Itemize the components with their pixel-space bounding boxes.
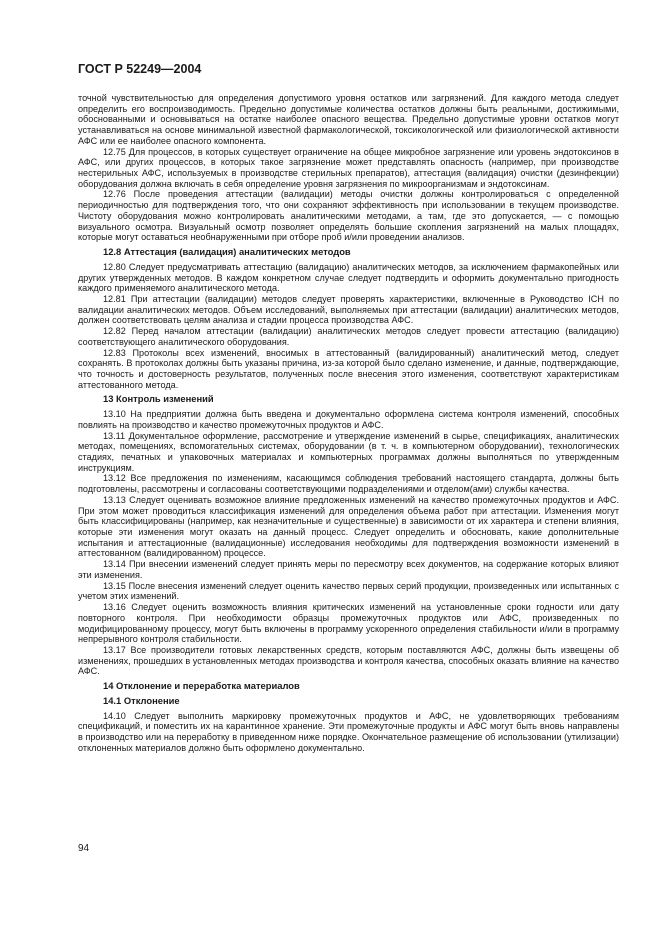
paragraph-12-82: 12.82 Перед началом аттестации (валидации) аналитических методов следует провести аттестацию (валидацию) соответствующего аналитического оборудования. bbox=[78, 326, 619, 347]
paragraph: точной чувствительностью для определения допустимого уровня остатков или загрязнений. Для каждого метода следует определить его воспроизводимость. Предельно допустимые количества остатков должны быть реальными, достижимыми, обоснованными и основываться на остатке наиболее опасного вещества. Предельно допустимые уровни остатков могут устанавливаться на основе минимальной известной фармакологической, токсикологической или физиологической активности АФС или ее наиболее опасного компонента. bbox=[78, 93, 619, 146]
page-header-title: ГОСТ Р 52249—2004 bbox=[78, 62, 202, 76]
paragraph-12-80: 12.80 Следует предусматривать аттестацию (валидацию) аналитических методов, за исключением фармакопейных или других утвержденных методов. В каждом конкретном случае следует подтвердить и оформить документально пригодность каждого применяемого аналитического метода. bbox=[78, 261, 619, 294]
paragraph-13-16: 13.16 Следует оценить возможность влияния критических изменений на установленные сроки годности или дату повторного контроля. При необходимости образцы промежуточных продуктов или АФС, произведенных по модифицированному процессу, могут быть включены в программу ускоренного определения стабильности и/или в программу непрерывного контроля стабильности. bbox=[78, 602, 619, 645]
section-heading-12-8: 12.8 Аттестация (валидация) аналитических методов bbox=[103, 246, 351, 258]
paragraph-13-15: 13.15 После внесения изменений следует оценить качество первых серий продукции, произведенных или испытанных с учетом этих изменений. bbox=[78, 580, 619, 602]
paragraph-12-76: 12.76 После проведения аттестации (валидации) методы очистки должны контролироваться с определенной периодичностью для подтверждения того, что они сохраняют эффективность при использовании в текущем производстве. Чистоту оборудования можно контролировать аналитическими методами, а там, где это допускается, — с помощью визуального осмотра. Визуальный осмотр позволяет определять большие скопления загрязнений на малых площадях, которые могут оставаться необнаруженными при отборе проб и/или проведении анализов. bbox=[78, 189, 619, 243]
paragraph-13-13: 13.13 Следует оценивать возможное влияние предложенных изменений на качество промежуточных продуктов и АФС. При этом может проводиться классификация изменений для определения объема работ при аттестации. Изменения могут быть классифицированы (например, как незначительные и существенные) в зависимости от их характера и степени влияния, которые эти изменения могут оказать на данный процесс. Следует определить и обосновать, какие дополнительные испытания и аттестационные (валидационные) исследования необходимы для подтверждения возможности изменений в аттестованном (валидированном) процессе. bbox=[78, 494, 619, 559]
document-body bbox=[78, 93, 619, 753]
paragraph-13-11: 13.11 Документальное оформление, рассмотрение и утверждение изменений в сырье, спецификациях, аналитических методах, помещениях, вспомогательных системах, оборудовании (в т. ч. в компьютерном оборудовании), технологических стадиях, печатных и упаковочных материалах и компьютерных программах должны выполняться по утвержденным инструкциям. bbox=[78, 430, 619, 473]
section-heading-14: 14 Отклонение и переработка материалов bbox=[103, 680, 300, 692]
paragraph-13-17: 13.17 Все производители готовых лекарственных средств, которым поставляются АФС, должны быть извещены об изменениях, прошедших в установленных методах производства и контроля качества, способных оказать влияние на качество АФС. bbox=[78, 644, 619, 677]
paragraph-14-10: 14.10 Следует выполнить маркировку промежуточных продуктов и АФС, не удовлетворяющих требованиям спецификаций, и поместить их на карантинное хранение. Эти промежуточные продукты и АФС могут быть вновь направлены в производство или на переработку в приведенном ниже порядке. Окончательное размещение об использовании (утилизации) отклоненных материалов должно быть оформлено документально. bbox=[78, 710, 619, 753]
section-heading-13: 13 Контроль изменений bbox=[103, 393, 214, 405]
paragraph-13-10: 13.10 На предприятии должна быть введена и документально оформлена система контроля изменений, способных повлиять на производство и качество промежуточных продуктов и АФС. bbox=[78, 409, 619, 430]
page-number: 94 bbox=[78, 843, 90, 854]
section-heading-14-1: 14.1 Отклонение bbox=[103, 694, 180, 706]
paragraph-13-14: 13.14 При внесении изменений следует принять меры по пересмотру всех документов, на содержание которых влияют эти изменения. bbox=[78, 559, 619, 580]
paragraph-13-12: 13.12 Все предложения по изменениям, касающимся соблюдения требований настоящего стандарта, должны быть подготовлены, рассмотрены и согласованы соответствующими подразделениями и отделом(ами) службы качества. bbox=[78, 473, 619, 495]
paragraph-12-81: 12.81 При аттестации (валидации) методов следует проверять характеристики, включенные в Руководство ICH по валидации аналитических методов. Объем исследований, выполняемых при аттестации (валидации) аналитических методов, должен соответствовать целям анализа и стадии процесса производства АФС. bbox=[78, 293, 619, 326]
paragraph-12-83: 12.83 Протоколы всех изменений, вносимых в аттестованный (валидированный) аналитический метод, следует сохранять. В протоколах должны быть указаны причина, из-за которой было сделано изменение, и данные, подтверждающие, что точность и достоверность результатов, полученных после внесения этого изменения, соответствуют характеристикам аттестованного метода. bbox=[78, 347, 619, 390]
paragraph-12-75: 12.75 Для процессов, в которых существует ограничение на общее микробное загрязнение или уровень эндотоксинов в АФС, или других процессов, в которых такое загрязнение может представлять опасность (например, при производстве нестерильных АФС, используемых в производстве стерильных препаратов), аттестация (валидация) очистки (дезинфекции) оборудования должна включать в себя определение уровня загрязнения по микроорганизмам и эндотоксинам. bbox=[78, 146, 619, 189]
